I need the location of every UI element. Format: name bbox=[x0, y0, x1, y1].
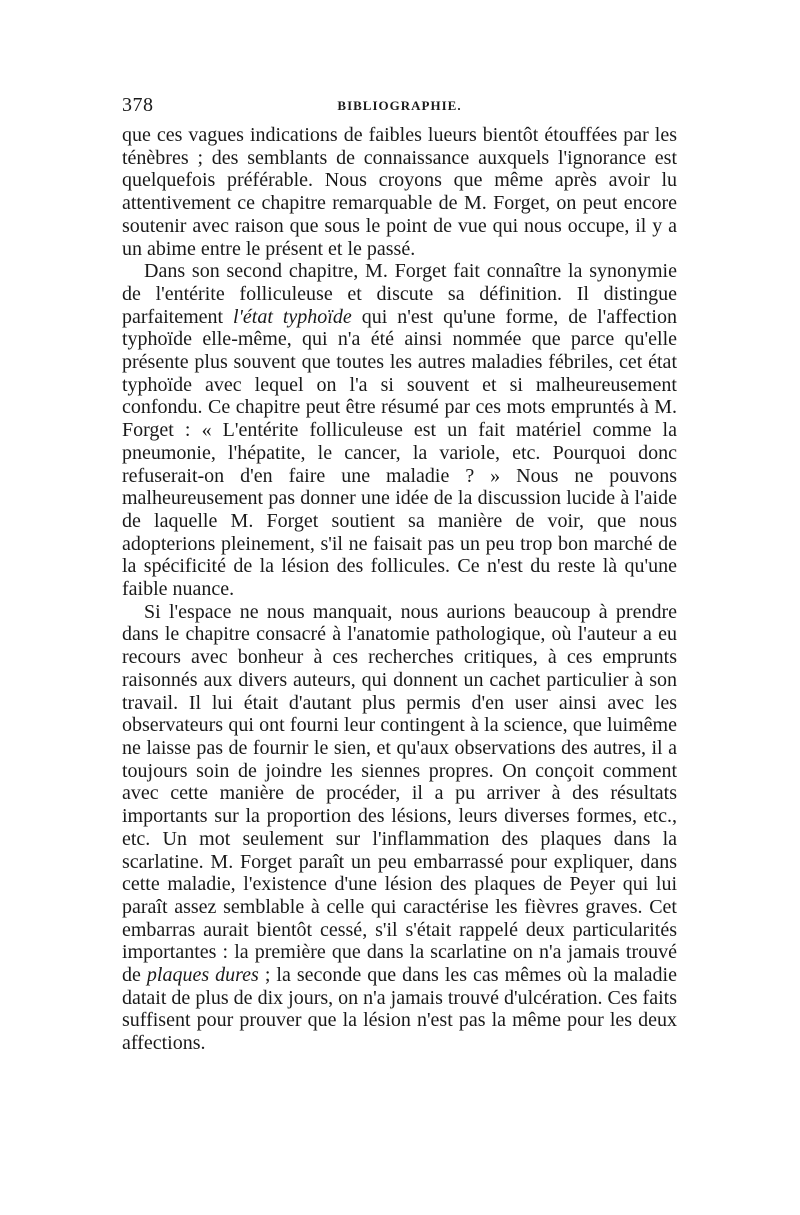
paragraph-second-chapter bbox=[122, 260, 677, 601]
paragraph-text: que ces vagues indications de faibles lueurs bientôt étouffées par les ténèbres ; des semblants de connaissance auxquels l'ignorance est quelquefois préférable. Nous croyons que même après avoir lu attentivement ce chapitre remarquable de M. Forget, on peut encore soutenir avec raison que sous le point de vue qui nous occupe, il y a un abime entre le présent et le passé. bbox=[122, 124, 677, 260]
page-header bbox=[122, 94, 677, 124]
body-text bbox=[122, 124, 677, 1055]
running-head: BIBLIOGRAPHIE. bbox=[337, 98, 462, 113]
paragraph-text-before: Dans son second chapitre, M. Forget fait connaître la synonymie de l'entérite folliculeuse et discute sa définition. Il distingue parfaitement bbox=[122, 260, 677, 328]
paragraph-continued bbox=[122, 124, 677, 260]
italic-term: plaques dures bbox=[146, 964, 259, 987]
paragraph-text-after: qui n'est qu'une forme, de l'affection typhoïde elle-même, qui n'a été ainsi nommée que parce qu'elle présente plus souvent que toutes les autres maladies fébriles, cet état typhoïde avec lequel on l'a si souvent et si malheureusement confondu. Ce chapitre peut être résumé par ces mots empruntés à M. Forget : « L'entérite folliculeuse est un fait matériel comme la pneumonie, l'hépatite, le cancer, la variole, etc. Pourquoi donc refuserait-on d'en faire une maladie ? » Nous ne pouvons malheureusement pas donner une idée de la discussion lucide à l'aide de laquelle M. Forget soutient sa manière de voir, que nous adopterions pleinement, s'il ne faisait pas un peu trop bon marché de la spécificité de la lésion des follicules. Ce n'est du reste là qu'une faible nuance. bbox=[122, 305, 677, 601]
paragraph-anatomy bbox=[122, 601, 677, 1055]
paragraph-text-before: Si l'espace ne nous manquait, nous aurions beaucoup à prendre dans le chapitre consacré à l'anatomie pathologique, où l'auteur a eu recours avec bonheur à ces recherches critiques, à ces emprunts raisonnés aux divers auteurs, qui donnent un cachet particulier à son travail. Il lui était d'autant plus permis d'en user ainsi avec les observateurs qui ont fourni leur contingent à la science, que luimême ne laisse pas de fournir le sien, et qu'aux observations des autres, il a toujours soin de joindre les siennes propres. On conçoit comment avec cette manière de procéder, il a pu arriver à des résultats importants sur la proportion des lésions, leurs diverses formes, etc., etc. Un mot seulement sur l'inflammation des plaques dans la scarlatine. M. Forget paraît un peu embarrassé pour expliquer, dans cette maladie, l'existence d'une lésion des plaques de Peyer qui lui paraît assez semblable à celle qui caractérise les fièvres graves. Cet embarras aurait bientôt cessé, s'il s'était rappelé deux particularités importantes : la première que dans la scarlatine on n'a jamais trouvé de bbox=[122, 600, 677, 987]
page-number: 378 bbox=[122, 94, 154, 116]
paragraph-text-after: ; la seconde que dans les cas mêmes où la maladie datait de plus de dix jours, on n'a jamais trouvé d'ulcération. Ces faits suffisent pour prouver que la lésion n'est pas la même pour les deux affections. bbox=[122, 964, 677, 1055]
italic-term: l'état typhoïde bbox=[233, 305, 352, 328]
book-page bbox=[122, 94, 677, 1055]
